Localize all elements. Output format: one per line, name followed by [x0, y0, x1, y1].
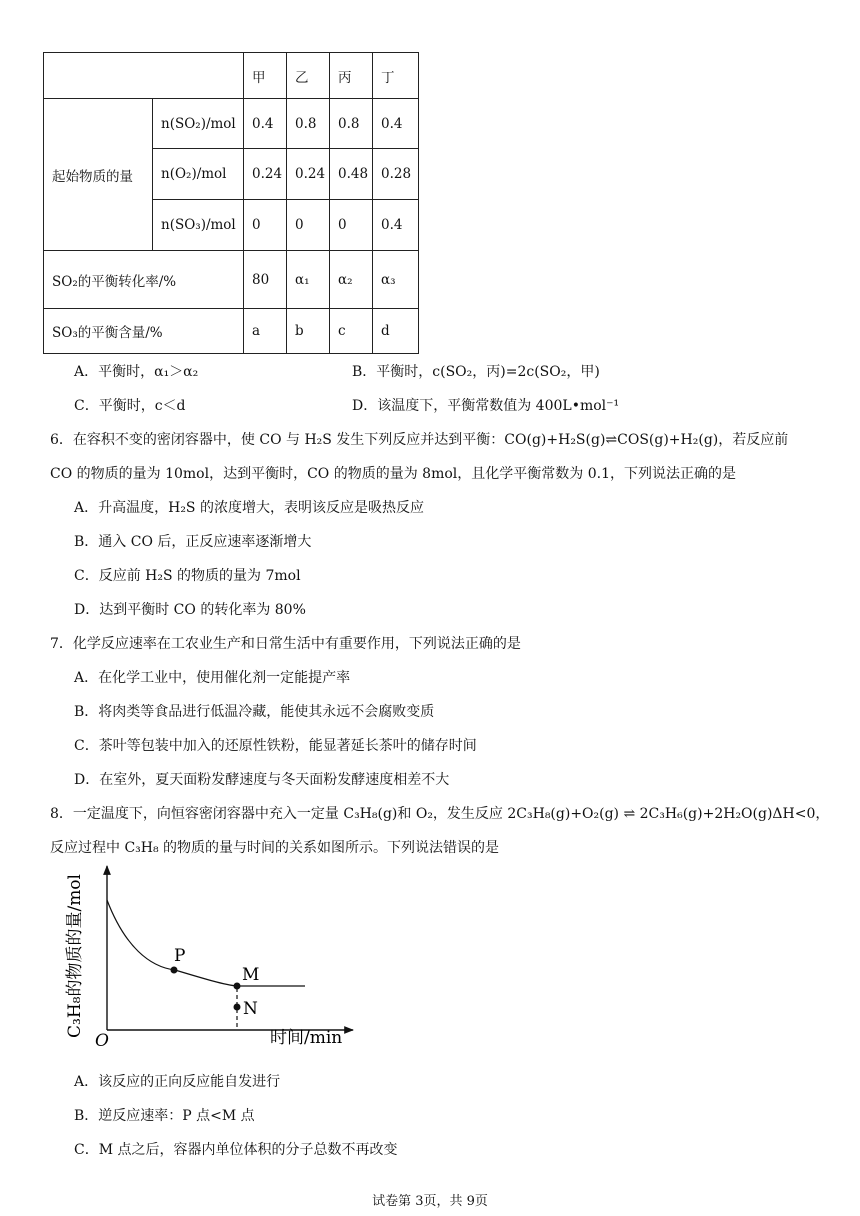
table-cell: 0.28 — [373, 149, 419, 200]
origin-label: O — [95, 1031, 109, 1051]
table-row — [44, 309, 419, 354]
q6-stem-line2: CO 的物质的量为 10mol，达到平衡时，CO 的物质的量为 8mol，且化学平衡常数为 0.1，下列说法正确的是 — [50, 466, 736, 482]
q7-option-d: D．在室外，夏天面粉发酵速度与冬天面粉发酵速度相差不大 — [74, 772, 450, 788]
table-cell: 0.4 — [373, 99, 419, 149]
table-cell: a — [244, 309, 287, 354]
x-axis-label: 时间/min — [270, 1028, 343, 1048]
q7-stem: 7．化学反应速率在工农业生产和日常生活中有重要作用，下列说法正确的是 — [50, 636, 521, 652]
q8-graph — [55, 862, 365, 1062]
table-cell: 0 — [244, 200, 287, 251]
table-cell: b — [287, 309, 330, 354]
page-footer: 试卷第 3页，共 9页 — [372, 1194, 488, 1209]
table-cell: 0.8 — [287, 99, 330, 149]
q8-option-c: C．M 点之后，容器内单位体积的分子总数不再改变 — [74, 1142, 398, 1158]
row-label: SO₂的平衡转化率/% — [44, 251, 244, 309]
q7-option-b: B．将肉类等食品进行低温冷藏，能使其永远不会腐败变质 — [74, 704, 435, 720]
table-cell: 0.8 — [330, 99, 373, 149]
q8-stem-line2: 反应过程中 C₃H₈ 的物质的量与时间的关系如图所示。下列说法错误的是 — [50, 840, 500, 856]
table-cell: 0.4 — [244, 99, 287, 149]
point-n-dot — [234, 1004, 241, 1011]
q7-option-c: C．茶叶等包装中加入的还原性铁粉，能显著延长茶叶的储存时间 — [74, 738, 477, 754]
table-row — [44, 251, 419, 309]
table-header-jia: 甲 — [244, 53, 287, 99]
row-label: n(SO₂)/mol — [153, 99, 244, 149]
table-cell: c — [330, 309, 373, 354]
q5-option-b: B．平衡时，c(SO₂，丙)=2c(SO₂，甲) — [352, 364, 600, 380]
table-cell: 0.4 — [373, 200, 419, 251]
q6-stem-line1: 6．在容积不变的密闭容器中，使 CO 与 H₂S 发生下列反应并达到平衡：CO(g)+H₂S(g)⇌COS(g)+H₂(g)，若反应前 — [50, 432, 789, 448]
row-label: n(O₂)/mol — [153, 149, 244, 200]
q5-option-d: D．该温度下，平衡常数值为 400L•mol⁻¹ — [352, 398, 620, 414]
table-cell: α₂ — [330, 251, 373, 309]
q8-option-a: A．该反应的正向反应能自发进行 — [74, 1074, 281, 1090]
q8-stem-line1: 8．一定温度下，向恒容密闭容器中充入一定量 C₃H₈(g)和 O₂，发生反应 2C₃H₈(g)+O₂(g) ⇌ 2C₃H₆(g)+2H₂O(g)ΔH<0， — [50, 806, 830, 822]
q7-option-a: A．在化学工业中，使用催化剂一定能提产率 — [74, 670, 351, 686]
table-header-ding: 丁 — [373, 53, 419, 99]
table-cell: 80 — [244, 251, 287, 309]
table-header-bing: 丙 — [330, 53, 373, 99]
table-cell: 0 — [287, 200, 330, 251]
row-label: SO₃的平衡含量/% — [44, 309, 244, 354]
data-table — [43, 52, 419, 354]
q5-option-c: C．平衡时，c＜d — [74, 398, 186, 414]
table-cell: α₃ — [373, 251, 419, 309]
q8-option-b: B．逆反应速率：P 点<M 点 — [74, 1108, 255, 1124]
table-cell: d — [373, 309, 419, 354]
q5-option-a: A．平衡时，α₁＞α₂ — [74, 364, 199, 380]
table-corner-cell — [44, 53, 244, 99]
table-cell: 0.48 — [330, 149, 373, 200]
row-label: n(SO₃)/mol — [153, 200, 244, 251]
table-row — [44, 99, 419, 149]
q6-option-d: D．达到平衡时 CO 的转化率为 80% — [74, 602, 306, 618]
curve — [107, 900, 305, 986]
point-m-dot — [234, 983, 241, 990]
table-cell: 0 — [330, 200, 373, 251]
table-header-yi: 乙 — [287, 53, 330, 99]
y-axis-label: C₃H₈的物质的量/mol — [65, 874, 85, 1038]
point-p-label: P — [174, 946, 186, 966]
q6-option-b: B．通入 CO 后，正反应速率逐渐增大 — [74, 534, 312, 550]
table-cell: 0.24 — [244, 149, 287, 200]
table-cell: 0.24 — [287, 149, 330, 200]
point-n-label: N — [243, 999, 258, 1019]
point-p-dot — [171, 967, 178, 974]
point-m-label: M — [242, 965, 260, 985]
table-cell: α₁ — [287, 251, 330, 309]
q6-option-c: C．反应前 H₂S 的物质的量为 7mol — [74, 568, 301, 584]
row-group-label: 起始物质的量 — [44, 99, 153, 251]
q6-option-a: A．升高温度，H₂S 的浓度增大，表明该反应是吸热反应 — [74, 500, 424, 516]
